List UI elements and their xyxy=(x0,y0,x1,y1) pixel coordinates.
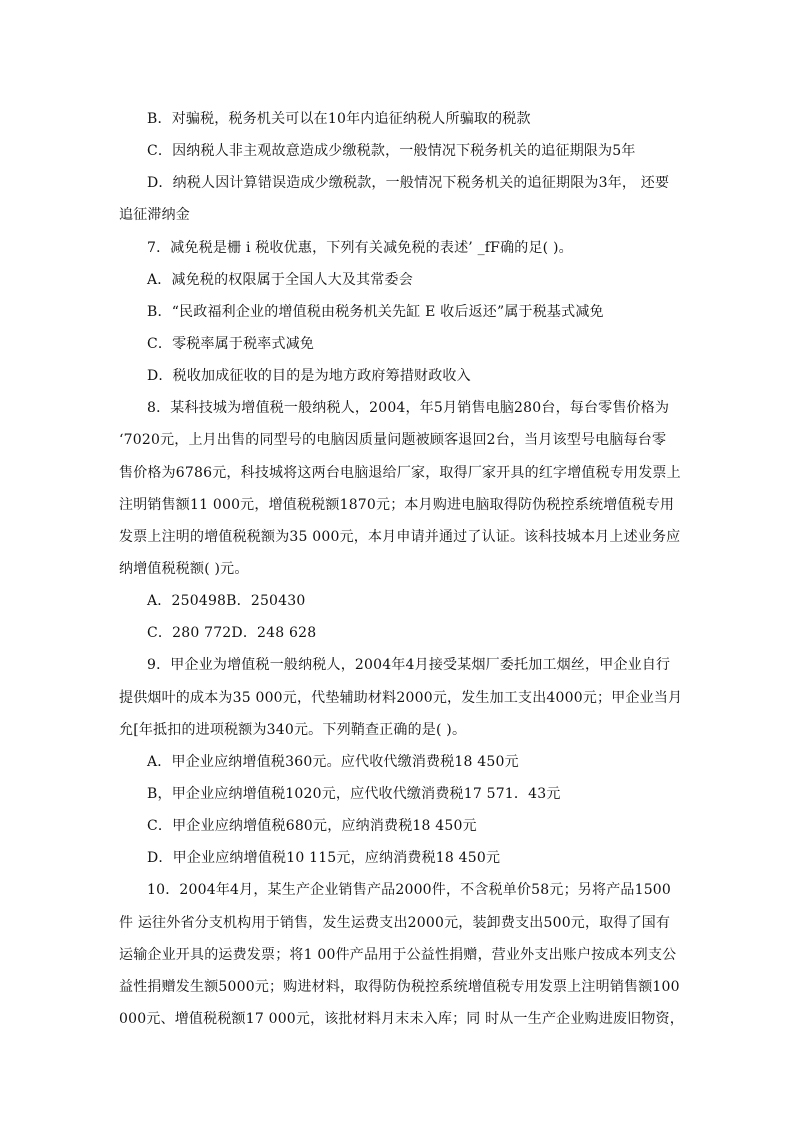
text-line: A．减免税的权限属于全国人大及其常委会 xyxy=(147,271,413,288)
text-line: 000元、增值税税额17 000元，该批材料月末未入库；同 时从一生产企业购进废旧物资， xyxy=(119,1010,684,1027)
text-line: D．甲企业应纳增值税10 115元，应纳消费税18 450元 xyxy=(147,850,501,867)
document-body xyxy=(119,103,684,1035)
text-line: D．税收加成征收的目的是为地方政府筹措财政收入 xyxy=(147,368,471,385)
text-line: 7．减免税是栅 i 税收优惠，下列有关减免税的表述’ _fF确的足( )。 xyxy=(147,239,573,256)
text-line: 注明销售额11 000元，增值税税额1870元；本月购进电脑取得防伪税控系统增值税专用 xyxy=(119,496,675,513)
text-line: 允[年抵扣的进项税额为340元。下列鞘查正确的是( )。 xyxy=(119,721,467,738)
text-line: 10．2004年4月，某生产企业销售产品2000件，不含税单价58元；另将产品1500 xyxy=(147,882,672,899)
text-line: B，甲企业应纳增值税1020元，应代收代缴消费税17 571．43元 xyxy=(147,785,561,802)
text-line: 8．某科技城为增值税一般纳税人，2004，年5月销售电脑280台，每台零售价格为 xyxy=(147,400,670,417)
text-line: B．对骗税，税务机关可以在10年内追征纳税人所骗取的税款 xyxy=(147,111,531,127)
text-line: ‘7020元，上月出售的同型号的电脑因质量问题被顾客退回2台，当月该型号电脑每台零 xyxy=(119,432,667,449)
text-line: C．甲企业应纳增值税680元，应纳消费税18 450元 xyxy=(147,818,477,835)
text-line: 追征滞纳金 xyxy=(119,207,190,224)
text-line: 提供烟叶的成本为35 000元，代垫辅助材料2000元，发生加工支出4000元；甲企业当月 xyxy=(119,689,683,706)
text-line: 运输企业开具的运费发票；将1 00件产品用于公益性捐赠，营业外支出账户按成本列支公 xyxy=(119,946,677,963)
text-line: 发票上注明的增值税税额为35 000元，本月申请并通过了认证。该科技城本月上述业务应 xyxy=(119,528,681,545)
text-line: 益性捐赠发生额5000元；购进材料，取得防伪税控系统增值税专用发票上注明销售额100 xyxy=(119,978,680,995)
text-line: A．250498B．250430 xyxy=(147,593,306,610)
text-line: 售价格为6786元，科技城将这两台电脑退给厂家，取得厂家开具的红字增值税专用发票上 xyxy=(119,464,681,481)
text-line: C．因纳税人非主观故意造成少缴税款，一般情况下税务机关的追征期限为5年 xyxy=(147,143,636,160)
text-line: 件 运往外省分支机构用于销售，发生运费支出2000元，装卸费支出500元，取得了国有 xyxy=(119,914,671,931)
text-line: B．“民政福利企业的增值税由税务机关先缸 E 收后返还”属于税基式减免 xyxy=(147,303,604,320)
text-line: D．纳税人因计算错误造成少缴税款，一般情况下税务机关的追征期限为3年， 还要 xyxy=(147,175,670,192)
text-line: 纳增值税税额( )元。 xyxy=(119,560,249,577)
text-line: 9．甲企业为增值税一般纳税人，2004年4月接受某烟厂委托加工烟丝，甲企业自行 xyxy=(147,657,671,674)
text-line: A．甲企业应纳增值税360元。应代收代缴消费税18 450元 xyxy=(147,753,519,770)
text-line: C．280 772D．248 628 xyxy=(147,625,317,642)
text-line: C．零税率属于税率式减免 xyxy=(147,335,315,352)
